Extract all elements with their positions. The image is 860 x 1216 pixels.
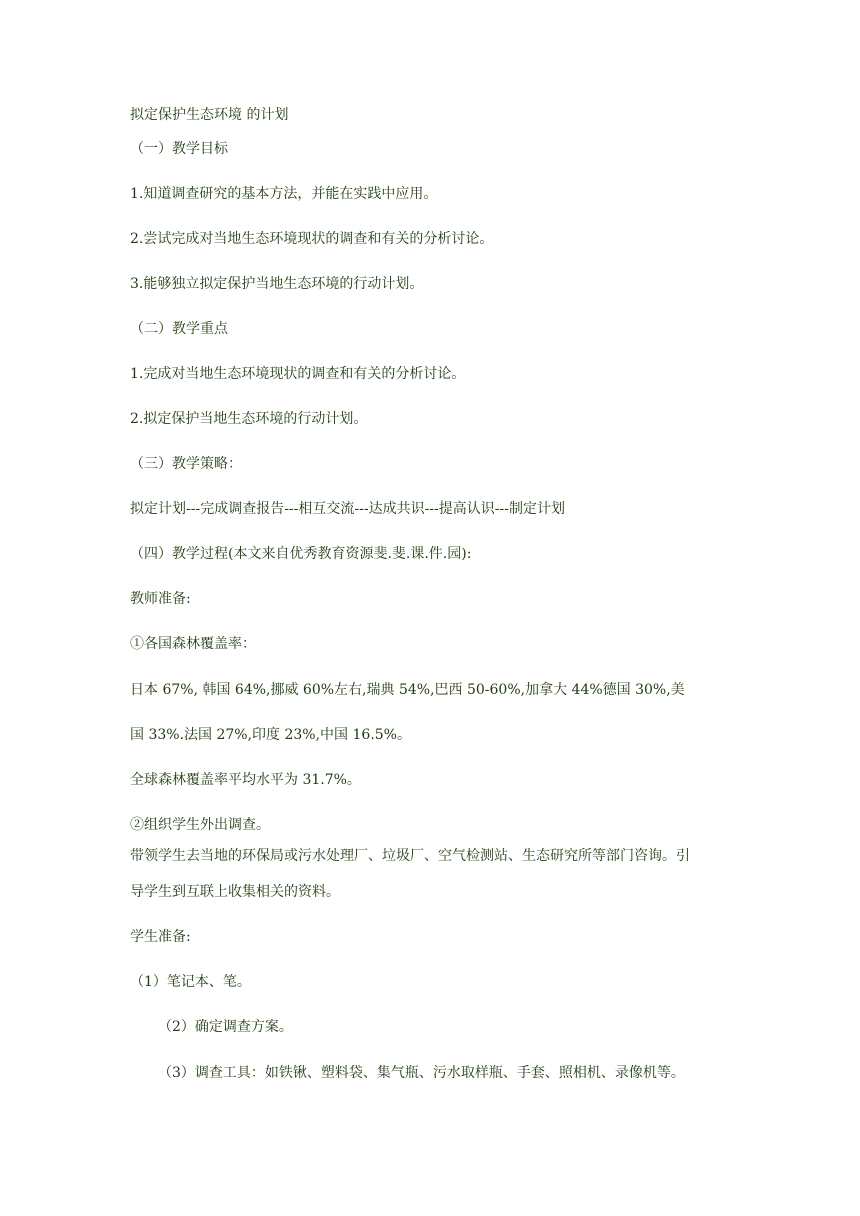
section-heading-objectives: （一）教学目标 [130,141,228,157]
key-point-1: 1.完成对当地生态环境现状的调查和有关的分析讨论。 [130,366,466,382]
forest-coverage-heading: ①各国森林覆盖率： [130,636,256,652]
strategy-flow: 拟定计划---完成调查报告---相互交流---达成共识---提高认识---制定计划 [130,501,565,517]
teacher-preparation-heading: 教师准备: [130,591,191,607]
objective-1: 1.知道调查研究的基本方法，并能在实践中应用。 [130,186,438,202]
section-heading-key-points: （二）教学重点 [130,321,228,337]
field-survey-line-2: 导学生到互联上收集相关的资料。 [130,884,340,900]
student-item-1: （1）笔记本、笔。 [130,974,251,990]
objective-3: 3.能够独立拟定保护当地生态环境的行动计划。 [130,276,424,292]
key-point-2: 2.拟定保护当地生态环境的行动计划。 [130,411,368,427]
student-item-3: （3）调查工具：如铁锹、塑料袋、集气瓶、污水取样瓶、手套、照相机、录像机等。 [158,1065,685,1081]
section-heading-strategy: （三）教学策略： [130,456,242,472]
field-survey-heading: ②组织学生外出调查。 [130,817,270,833]
forest-coverage-line-1: 日本 67%, 韩国 64%,挪威 60%左右,瑞典 54%,巴西 50-60%,加拿大 44%德国 30%,美 [130,682,685,698]
student-item-2: （2）确定调查方案。 [158,1019,293,1035]
forest-coverage-line-2: 国 33%.法国 27%,印度 23%,中国 16.5%。 [130,727,411,743]
section-heading-process: （四）教学过程(本文来自优秀教育资源斐.斐.课.件.园): [130,546,472,562]
field-survey-line-1: 带领学生去当地的环保局或污水处理厂、垃圾厂、空气检测站、生态研究所等部门咨询。引 [130,848,690,864]
student-preparation-heading: 学生准备: [130,929,191,945]
objective-2: 2.尝试完成对当地生态环境现状的调查和有关的分析讨论。 [130,231,494,247]
document-title: 拟定保护生态环境 的计划 [130,107,289,123]
global-coverage-average: 全球森林覆盖率平均水平为 31.7%。 [130,772,361,788]
